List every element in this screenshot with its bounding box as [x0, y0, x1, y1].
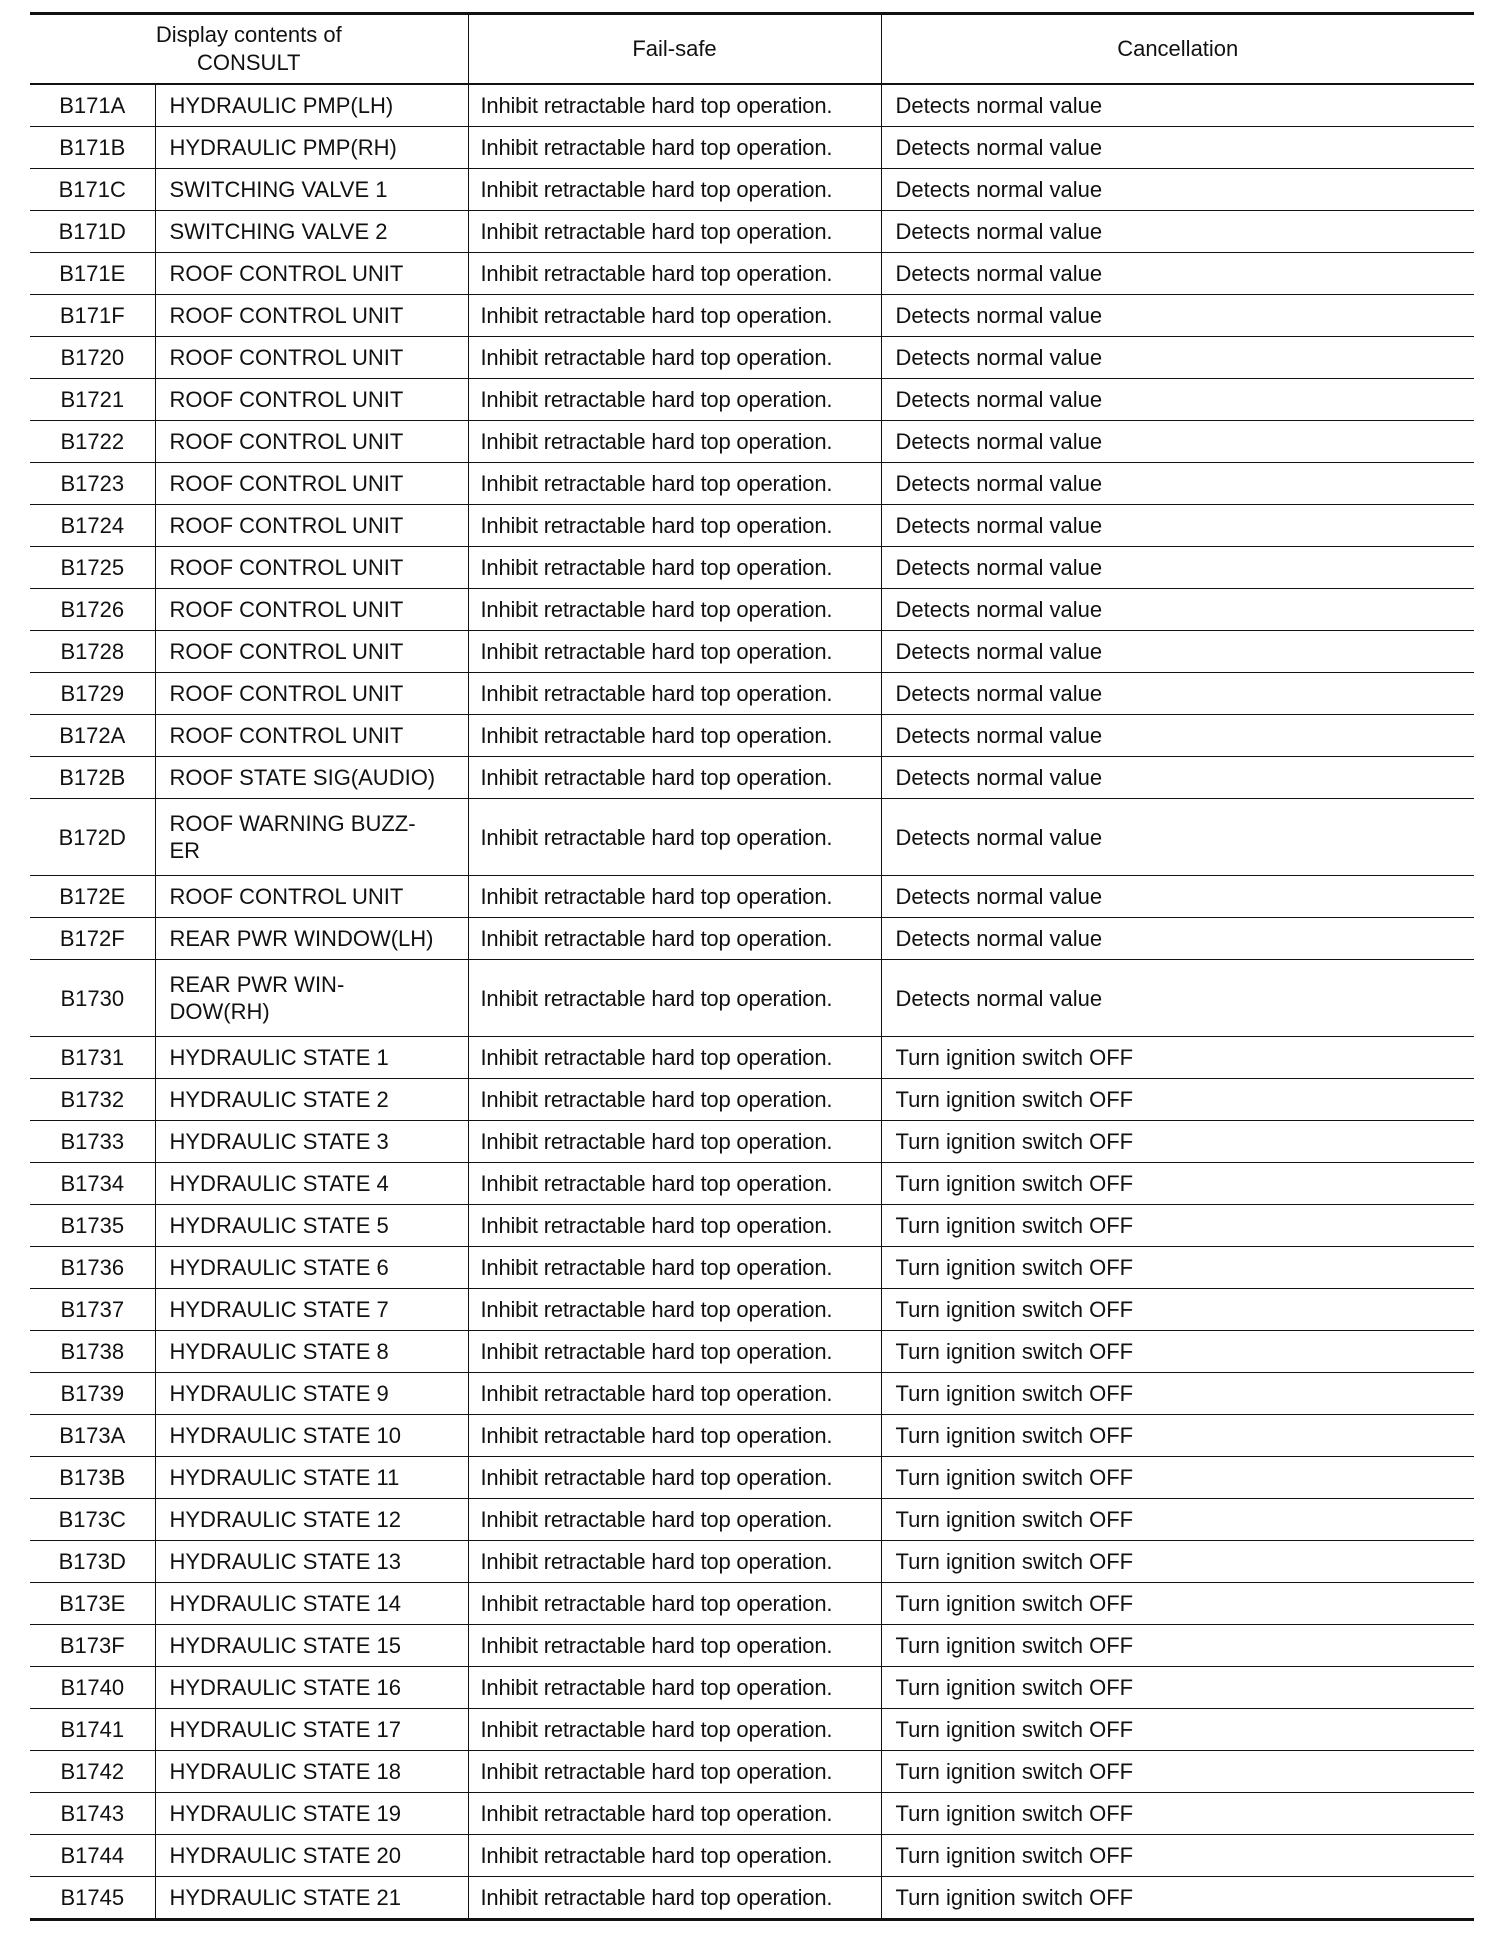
- cancellation-cell: Detects normal value: [881, 960, 1474, 1037]
- table-row: [30, 169, 1474, 211]
- display-item-cell: HYDRAULIC STATE 1: [155, 1037, 468, 1079]
- cancellation-cell: Detects normal value: [881, 505, 1474, 547]
- table-header: [30, 14, 1474, 85]
- dtc-code-cell: B1742: [30, 1751, 155, 1793]
- fail-safe-cell: Inhibit retractable hard top operation.: [468, 1373, 881, 1415]
- display-item-cell: HYDRAULIC STATE 12: [155, 1499, 468, 1541]
- dtc-code-cell: B1730: [30, 960, 155, 1037]
- table-row: [30, 127, 1474, 169]
- table-row: [30, 1289, 1474, 1331]
- fail-safe-cell: Inhibit retractable hard top operation.: [468, 876, 881, 918]
- dtc-code-cell: B1745: [30, 1877, 155, 1920]
- display-item-cell: ROOF CONTROL UNIT: [155, 253, 468, 295]
- fail-safe-cell: Inhibit retractable hard top operation.: [468, 673, 881, 715]
- display-item-cell: HYDRAULIC STATE 19: [155, 1793, 468, 1835]
- cancellation-cell: Detects normal value: [881, 337, 1474, 379]
- fail-safe-cell: Inhibit retractable hard top operation.: [468, 1877, 881, 1920]
- fail-safe-cell: Inhibit retractable hard top operation.: [468, 960, 881, 1037]
- display-item-cell: HYDRAULIC STATE 8: [155, 1331, 468, 1373]
- table-row: [30, 1835, 1474, 1877]
- fail-safe-cell: Inhibit retractable hard top operation.: [468, 1625, 881, 1667]
- table-row: [30, 1499, 1474, 1541]
- dtc-code-cell: B1732: [30, 1079, 155, 1121]
- dtc-code-cell: B172D: [30, 799, 155, 876]
- display-item-cell: HYDRAULIC STATE 10: [155, 1415, 468, 1457]
- fail-safe-cell: Inhibit retractable hard top operation.: [468, 715, 881, 757]
- dtc-code-cell: B171C: [30, 169, 155, 211]
- display-item-cell: ROOF CONTROL UNIT: [155, 295, 468, 337]
- table-row: [30, 757, 1474, 799]
- display-item-cell: ROOF CONTROL UNIT: [155, 547, 468, 589]
- table-row: [30, 1079, 1474, 1121]
- table-row: [30, 84, 1474, 127]
- cancellation-cell: Turn ignition switch OFF: [881, 1037, 1474, 1079]
- table-row: [30, 1205, 1474, 1247]
- fail-safe-cell: Inhibit retractable hard top operation.: [468, 1079, 881, 1121]
- cancellation-cell: Detects normal value: [881, 918, 1474, 960]
- cancellation-cell: Detects normal value: [881, 421, 1474, 463]
- fail-safe-cell: Inhibit retractable hard top operation.: [468, 1037, 881, 1079]
- cancellation-cell: Turn ignition switch OFF: [881, 1583, 1474, 1625]
- display-item-cell: HYDRAULIC STATE 6: [155, 1247, 468, 1289]
- fail-safe-cell: Inhibit retractable hard top operation.: [468, 84, 881, 127]
- fail-safe-cell: Inhibit retractable hard top operation.: [468, 295, 881, 337]
- display-item-cell: ROOF WARNING BUZZ- ER: [155, 799, 468, 876]
- cancellation-cell: Detects normal value: [881, 84, 1474, 127]
- header-cancellation: Cancellation: [881, 14, 1474, 85]
- dtc-code-cell: B1744: [30, 1835, 155, 1877]
- fail-safe-cell: Inhibit retractable hard top operation.: [468, 211, 881, 253]
- dtc-code-cell: B172A: [30, 715, 155, 757]
- display-item-cell: HYDRAULIC PMP(LH): [155, 84, 468, 127]
- dtc-code-cell: B1720: [30, 337, 155, 379]
- table-row: [30, 337, 1474, 379]
- dtc-code-cell: B172B: [30, 757, 155, 799]
- dtc-code-cell: B1723: [30, 463, 155, 505]
- table-row: [30, 1541, 1474, 1583]
- dtc-code-cell: B171B: [30, 127, 155, 169]
- table-row: [30, 1037, 1474, 1079]
- display-item-cell: HYDRAULIC STATE 9: [155, 1373, 468, 1415]
- cancellation-cell: Detects normal value: [881, 463, 1474, 505]
- display-item-cell: HYDRAULIC STATE 3: [155, 1121, 468, 1163]
- dtc-code-cell: B1729: [30, 673, 155, 715]
- dtc-code-cell: B1743: [30, 1793, 155, 1835]
- cancellation-cell: Detects normal value: [881, 211, 1474, 253]
- fail-safe-cell: Inhibit retractable hard top operation.: [468, 1835, 881, 1877]
- table-row: [30, 1457, 1474, 1499]
- cancellation-cell: Turn ignition switch OFF: [881, 1835, 1474, 1877]
- display-item-cell: HYDRAULIC PMP(RH): [155, 127, 468, 169]
- dtc-code-cell: B173D: [30, 1541, 155, 1583]
- fail-safe-cell: Inhibit retractable hard top operation.: [468, 127, 881, 169]
- cancellation-cell: Turn ignition switch OFF: [881, 1499, 1474, 1541]
- fail-safe-cell: Inhibit retractable hard top operation.: [468, 1751, 881, 1793]
- display-item-cell: HYDRAULIC STATE 13: [155, 1541, 468, 1583]
- table-row: [30, 876, 1474, 918]
- table-row: [30, 1415, 1474, 1457]
- dtc-code-cell: B173C: [30, 1499, 155, 1541]
- table-row: [30, 1877, 1474, 1920]
- dtc-code-cell: B1738: [30, 1331, 155, 1373]
- dtc-code-cell: B173B: [30, 1457, 155, 1499]
- cancellation-cell: Detects normal value: [881, 799, 1474, 876]
- fail-safe-cell: Inhibit retractable hard top operation.: [468, 463, 881, 505]
- fail-safe-cell: Inhibit retractable hard top operation.: [468, 169, 881, 211]
- dtc-code-cell: B172F: [30, 918, 155, 960]
- dtc-code-cell: B1731: [30, 1037, 155, 1079]
- table-row: [30, 1373, 1474, 1415]
- cancellation-cell: Turn ignition switch OFF: [881, 1289, 1474, 1331]
- table-row: [30, 295, 1474, 337]
- fail-safe-cell: Inhibit retractable hard top operation.: [468, 631, 881, 673]
- fail-safe-cell: Inhibit retractable hard top operation.: [468, 757, 881, 799]
- fail-safe-cell: Inhibit retractable hard top operation.: [468, 1499, 881, 1541]
- fail-safe-cell: Inhibit retractable hard top operation.: [468, 1541, 881, 1583]
- display-item-cell: HYDRAULIC STATE 16: [155, 1667, 468, 1709]
- cancellation-cell: Turn ignition switch OFF: [881, 1079, 1474, 1121]
- fail-safe-cell: Inhibit retractable hard top operation.: [468, 1331, 881, 1373]
- table-row: [30, 631, 1474, 673]
- dtc-code-cell: B171F: [30, 295, 155, 337]
- display-item-cell: HYDRAULIC STATE 15: [155, 1625, 468, 1667]
- dtc-code-cell: B1736: [30, 1247, 155, 1289]
- cancellation-cell: Detects normal value: [881, 169, 1474, 211]
- fail-safe-cell: Inhibit retractable hard top operation.: [468, 1457, 881, 1499]
- dtc-code-cell: B1734: [30, 1163, 155, 1205]
- dtc-code-cell: B173A: [30, 1415, 155, 1457]
- table-row: [30, 379, 1474, 421]
- cancellation-cell: Turn ignition switch OFF: [881, 1331, 1474, 1373]
- table-row: [30, 421, 1474, 463]
- table-row: [30, 1121, 1474, 1163]
- display-item-cell: SWITCHING VALVE 1: [155, 169, 468, 211]
- dtc-code-cell: B1725: [30, 547, 155, 589]
- table-row: [30, 1793, 1474, 1835]
- cancellation-cell: Turn ignition switch OFF: [881, 1457, 1474, 1499]
- display-item-cell: HYDRAULIC STATE 21: [155, 1877, 468, 1920]
- display-item-cell: ROOF CONTROL UNIT: [155, 421, 468, 463]
- cancellation-cell: Detects normal value: [881, 127, 1474, 169]
- header-row: [30, 14, 1474, 85]
- cancellation-cell: Detects normal value: [881, 631, 1474, 673]
- dtc-code-cell: B1728: [30, 631, 155, 673]
- table-row: [30, 1625, 1474, 1667]
- display-item-cell: ROOF CONTROL UNIT: [155, 589, 468, 631]
- fail-safe-cell: Inhibit retractable hard top operation.: [468, 1583, 881, 1625]
- dtc-code-cell: B172E: [30, 876, 155, 918]
- table-row: [30, 918, 1474, 960]
- dtc-code-cell: B1741: [30, 1709, 155, 1751]
- fail-safe-cell: Inhibit retractable hard top operation.: [468, 1667, 881, 1709]
- dtc-code-cell: B173E: [30, 1583, 155, 1625]
- display-item-cell: SWITCHING VALVE 2: [155, 211, 468, 253]
- display-item-cell: HYDRAULIC STATE 17: [155, 1709, 468, 1751]
- display-item-cell: ROOF CONTROL UNIT: [155, 463, 468, 505]
- cancellation-cell: Turn ignition switch OFF: [881, 1709, 1474, 1751]
- table-row: [30, 715, 1474, 757]
- display-item-cell: ROOF CONTROL UNIT: [155, 505, 468, 547]
- dtc-code-cell: B1739: [30, 1373, 155, 1415]
- cancellation-cell: Turn ignition switch OFF: [881, 1247, 1474, 1289]
- fail-safe-cell: Inhibit retractable hard top operation.: [468, 253, 881, 295]
- fail-safe-cell: Inhibit retractable hard top operation.: [468, 1793, 881, 1835]
- display-item-cell: REAR PWR WIN- DOW(RH): [155, 960, 468, 1037]
- cancellation-cell: Detects normal value: [881, 715, 1474, 757]
- display-item-cell: ROOF STATE SIG(AUDIO): [155, 757, 468, 799]
- display-item-cell: ROOF CONTROL UNIT: [155, 715, 468, 757]
- dtc-code-cell: B171A: [59, 93, 126, 118]
- dtc-code-cell: B1740: [30, 1667, 155, 1709]
- fail-safe-cell: Inhibit retractable hard top operation.: [468, 421, 881, 463]
- cancellation-cell: Detects normal value: [881, 673, 1474, 715]
- fail-safe-cell: Inhibit retractable hard top operation.: [468, 1415, 881, 1457]
- display-item-cell: HYDRAULIC STATE 14: [155, 1583, 468, 1625]
- cancellation-cell: Turn ignition switch OFF: [881, 1415, 1474, 1457]
- table-row: [30, 589, 1474, 631]
- fail-safe-cell: Inhibit retractable hard top operation.: [468, 1205, 881, 1247]
- dtc-code-cell: B171D: [30, 211, 155, 253]
- table-row: [30, 673, 1474, 715]
- dtc-code-cell: B173F: [30, 1625, 155, 1667]
- cancellation-cell: Turn ignition switch OFF: [881, 1163, 1474, 1205]
- dtc-code-cell: B1722: [30, 421, 155, 463]
- fail-safe-cell: Inhibit retractable hard top operation.: [468, 505, 881, 547]
- display-item-cell: HYDRAULIC STATE 7: [155, 1289, 468, 1331]
- header-fail-safe: Fail-safe: [468, 14, 881, 85]
- cancellation-cell: Detects normal value: [881, 547, 1474, 589]
- dtc-code-cell: B1733: [30, 1121, 155, 1163]
- display-item-cell: HYDRAULIC STATE 18: [155, 1751, 468, 1793]
- dtc-code-cell: B1737: [30, 1289, 155, 1331]
- display-item-cell: HYDRAULIC STATE 4: [155, 1163, 468, 1205]
- table-row: [30, 211, 1474, 253]
- dtc-code-cell: B1724: [30, 505, 155, 547]
- cancellation-cell: Turn ignition switch OFF: [881, 1877, 1474, 1920]
- cancellation-cell: Turn ignition switch OFF: [881, 1205, 1474, 1247]
- cancellation-cell: Turn ignition switch OFF: [881, 1121, 1474, 1163]
- display-item-cell: HYDRAULIC STATE 11: [155, 1457, 468, 1499]
- cancellation-cell: Detects normal value: [881, 589, 1474, 631]
- table-row: [30, 1331, 1474, 1373]
- table-row: [30, 253, 1474, 295]
- fail-safe-cell: Inhibit retractable hard top operation.: [468, 547, 881, 589]
- cancellation-cell: Turn ignition switch OFF: [881, 1373, 1474, 1415]
- dtc-fail-safe-table: [30, 12, 1474, 1921]
- table-row: [30, 1163, 1474, 1205]
- cancellation-cell: Detects normal value: [881, 757, 1474, 799]
- fail-safe-cell: Inhibit retractable hard top operation.: [468, 379, 881, 421]
- display-item-cell: HYDRAULIC STATE 2: [155, 1079, 468, 1121]
- header-display-contents: Display contents of CONSULT: [30, 14, 468, 85]
- table-row: [30, 463, 1474, 505]
- fail-safe-cell: Inhibit retractable hard top operation.: [468, 589, 881, 631]
- fail-safe-cell: Inhibit retractable hard top operation.: [468, 1121, 881, 1163]
- cancellation-cell: Detects normal value: [881, 876, 1474, 918]
- table-row: [30, 1583, 1474, 1625]
- cancellation-cell: Turn ignition switch OFF: [881, 1541, 1474, 1583]
- fail-safe-cell: Inhibit retractable hard top operation.: [468, 1247, 881, 1289]
- table-row: [30, 1247, 1474, 1289]
- display-item-cell: HYDRAULIC STATE 5: [155, 1205, 468, 1247]
- fail-safe-cell: Inhibit retractable hard top operation.: [468, 1709, 881, 1751]
- cancellation-cell: Turn ignition switch OFF: [881, 1793, 1474, 1835]
- display-item-cell: HYDRAULIC STATE 20: [155, 1835, 468, 1877]
- table-body: [30, 84, 1474, 1920]
- dtc-code-cell: B1721: [30, 379, 155, 421]
- display-item-cell: ROOF CONTROL UNIT: [155, 631, 468, 673]
- fail-safe-cell: Inhibit retractable hard top operation.: [468, 918, 881, 960]
- cancellation-cell: Turn ignition switch OFF: [881, 1625, 1474, 1667]
- table-row: [30, 1667, 1474, 1709]
- fail-safe-cell: Inhibit retractable hard top operation.: [468, 337, 881, 379]
- table-row: [30, 1751, 1474, 1793]
- display-item-cell: ROOF CONTROL UNIT: [155, 379, 468, 421]
- fail-safe-cell: Inhibit retractable hard top operation.: [468, 1163, 881, 1205]
- display-item-cell: ROOF CONTROL UNIT: [155, 876, 468, 918]
- dtc-code-cell: B171E: [30, 253, 155, 295]
- fail-safe-cell: Inhibit retractable hard top operation.: [468, 1289, 881, 1331]
- display-item-cell: ROOF CONTROL UNIT: [155, 673, 468, 715]
- cancellation-cell: Detects normal value: [881, 253, 1474, 295]
- table-row: [30, 960, 1474, 1037]
- cancellation-cell: Turn ignition switch OFF: [881, 1667, 1474, 1709]
- cancellation-cell: Turn ignition switch OFF: [881, 1751, 1474, 1793]
- table-row: [30, 547, 1474, 589]
- table-row: [30, 1709, 1474, 1751]
- dtc-code-cell: B1726: [30, 589, 155, 631]
- display-item-cell: ROOF CONTROL UNIT: [155, 337, 468, 379]
- table-row: [30, 505, 1474, 547]
- fail-safe-cell: Inhibit retractable hard top operation.: [468, 799, 881, 876]
- dtc-code-cell: B1735: [30, 1205, 155, 1247]
- cancellation-cell: Detects normal value: [881, 295, 1474, 337]
- cancellation-cell: Detects normal value: [881, 379, 1474, 421]
- display-item-cell: REAR PWR WINDOW(LH): [155, 918, 468, 960]
- table-row: [30, 799, 1474, 876]
